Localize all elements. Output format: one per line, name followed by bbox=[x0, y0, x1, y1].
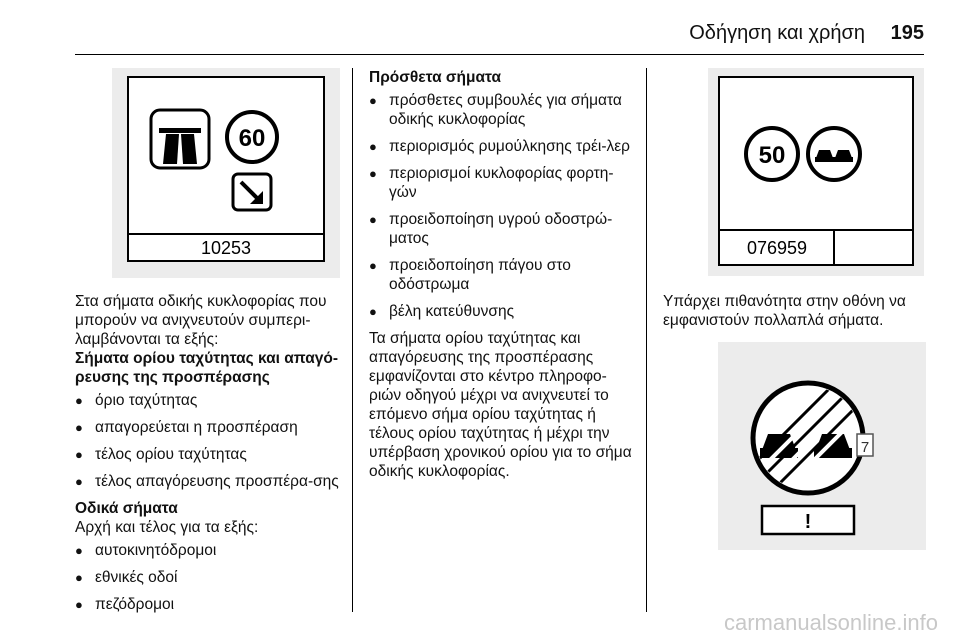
list-item: ● απαγορεύεται η προσπέραση bbox=[75, 418, 347, 437]
left-column bbox=[75, 292, 347, 622]
additional-signs-list bbox=[369, 91, 637, 321]
list-item: ● πεζόδρομοι bbox=[75, 595, 347, 614]
additional-plate-icon bbox=[857, 434, 873, 456]
list-item: ● προειδοποίηση υγρού οδοστρώ-ματος bbox=[369, 210, 637, 248]
image-code: 076959 bbox=[746, 238, 808, 258]
section-title: Οδήγηση και χρήση bbox=[689, 22, 865, 44]
right-column bbox=[663, 292, 925, 330]
road-signs-subtitle: Αρχή και τέλος για τα εξής: bbox=[75, 519, 259, 536]
speed-limit-value: 50 bbox=[758, 142, 786, 169]
list-item: ● τέλος ορίου ταχύτητας bbox=[75, 445, 347, 464]
intro-paragraph: Στα σήματα οδικής κυκλοφορίας που μπορούν να ανιχνευτούν συμπερι-λαμβάνονται τα εξής: bbox=[75, 293, 327, 348]
road-signs-heading: Οδικά σήματα bbox=[75, 500, 178, 517]
speed-limit-value: 60 bbox=[238, 125, 266, 152]
display-panel bbox=[127, 76, 325, 262]
multiple-signs-paragraph: Υπάρχει πιθανότητα στην οθόνη να εμφανιστούν πολλαπλά σήματα. bbox=[663, 293, 906, 329]
figure-speed-no-overtaking bbox=[708, 68, 924, 276]
speed-signs-heading: Σήματα ορίου ταχύτητας και απαγό-ρευσης της προσπέρασης bbox=[75, 350, 339, 386]
list-item: ● πρόσθετες συμβουλές για σήματα οδικής κυκλοφορίας bbox=[369, 91, 637, 129]
middle-column bbox=[369, 68, 637, 481]
diagonal-arrow-icon bbox=[233, 174, 271, 210]
list-item: ● τέλος απαγόρευσης προσπέρα-σης bbox=[75, 472, 347, 491]
motorway-icon bbox=[151, 110, 209, 168]
no-overtaking-icon bbox=[808, 128, 860, 180]
page-number: 195 bbox=[890, 22, 924, 44]
exclamation-mark: ! bbox=[804, 511, 812, 533]
display-panel bbox=[718, 76, 914, 266]
list-item: ● περιορισμοί κυκλοφορίας φορτη-γών bbox=[369, 164, 637, 202]
watermark: carmanualsonline.info bbox=[723, 610, 938, 635]
figure-motorway-speed-sign bbox=[112, 68, 340, 278]
list-item: ● βέλη κατεύθυνσης bbox=[369, 302, 637, 321]
header-divider bbox=[75, 54, 924, 55]
speed-signs-list bbox=[75, 391, 347, 491]
additional-signs-heading: Πρόσθετα σήματα bbox=[369, 69, 502, 86]
warning-plate bbox=[762, 506, 854, 534]
image-code: 10253 bbox=[200, 238, 252, 258]
list-item: ● προειδοποίηση πάγου στο οδόστρωμα bbox=[369, 256, 637, 294]
speed-limit-sign bbox=[227, 112, 277, 162]
column-divider-1 bbox=[352, 68, 353, 612]
end-no-overtaking-sign bbox=[752, 383, 863, 493]
list-item: ● όριο ταχύτητας bbox=[75, 391, 347, 410]
plate-number: 7 bbox=[860, 439, 870, 456]
road-signs-list bbox=[75, 541, 347, 614]
figure-end-no-overtaking bbox=[718, 342, 926, 550]
list-item: ● αυτοκινητόδρομοι bbox=[75, 541, 347, 560]
body-paragraph: Τα σήματα ορίου ταχύτητας και απαγόρευσης της προσπέρασης εμφανίζονται στο κέντρο πληροφο-ριών οδηγού μέχρι να ανιχνευτεί το επόμενο σήμα ορίου ταχύτητας ή τέλους ορίου ταχύτητας ή μέχρι την υπέρβαση χρονικού ορίου για το σήμα οδικής κυκλοφορίας. bbox=[369, 330, 632, 480]
column-divider-2 bbox=[646, 68, 647, 612]
list-item: ● περιορισμός ρυμούλκησης τρέι-λερ bbox=[369, 137, 637, 156]
list-item: ● εθνικές οδοί bbox=[75, 568, 347, 587]
speed-limit-sign bbox=[746, 128, 798, 180]
